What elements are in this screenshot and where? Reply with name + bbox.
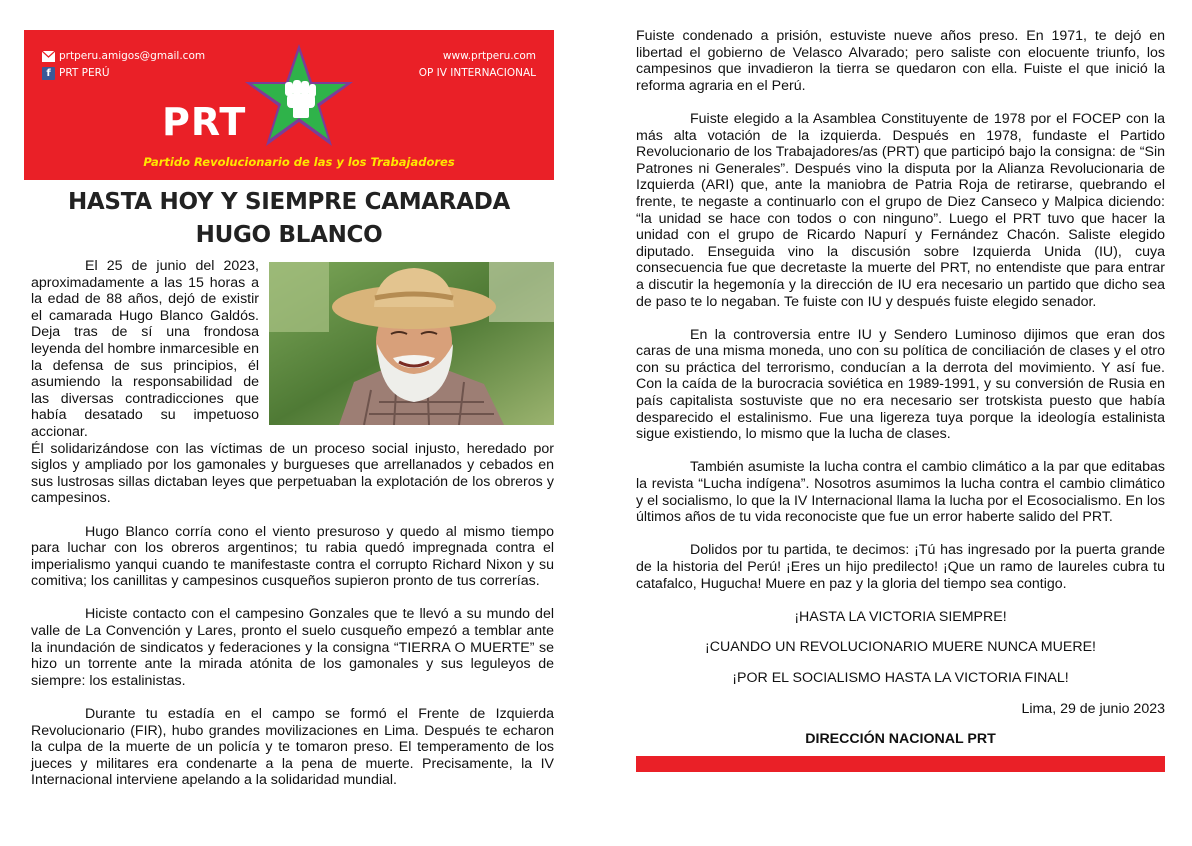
slogan-2: ¡CUANDO UN REVOLUCIONARIO MUERE NUNCA MUERE! [705,639,1096,656]
left-paragraph-5: Durante tu estadía en el campo se formó el Frente de Izquierda Revolucionario (FIR), hubo grandes movilizaciones en Lima. Después te echaron la culpa de la muerte de un policía y te tomaron preso. El temperamento de los jueces y militares era condenarte a la pena de muerte. Precisamente, la IV Internacional interviene apelando a la solidaridad mundial. [31,706,554,789]
slogan-3: ¡POR EL SOCIALISMO HASTA LA VICTORIA FINAL! [732,669,1069,686]
right-paragraph-5: Dolidos por tu partida, te decimos: ¡Tú has ingresado por la puerta grande de la historia del Perú! ¡Eres un hijo predilecto! ¡Que un ramo de laureles cubra tu catafalco, Hugucha! Muere en paz y la gloria del tiempo sea contigo. [636,542,1165,592]
left-paragraph-4: Hiciste contacto con el campesino Gonzales que te llevó a su mundo del valle de La Convención y Lares, pronto el suelo cusqueño empezó a temblar ante la inundación de sindicatos y federaciones y la consigna “TIERRA O MUERTE” se hizo un torrente ante la mirada atónita de los gamonales y sus leguleyos de siempre: los estalinistas. [31,606,554,689]
header-banner [24,30,554,180]
date-line: Lima, 29 de junio 2023 [1021,700,1165,717]
facebook-text: PRT PERÚ [59,67,110,79]
contact-block [42,48,205,82]
right-column [636,28,1165,772]
footer-red-bar [636,756,1165,772]
slogan-1: ¡HASTA LA VICTORIA SIEMPRE! [794,608,1007,625]
right-paragraph-1: Fuiste condenado a prisión, estuviste nueve años preso. En 1971, te dejó en libertad el gobierno de Velasco Alvarado; pero saliste con elocuente triunfo, los campesinos que invadieron la tierra se quedaron con ella. Fuiste el que inició la reforma agraria en el Perú. [636,28,1165,94]
facebook-icon: f [42,67,55,80]
website-text: www.prtperu.com [442,50,536,62]
title-line-2: HUGO BLANCO [195,222,383,248]
mail-icon [42,51,55,62]
email-text: prtperu.amigos@gmail.com [59,50,206,62]
international-text: OP IV INTERNACIONAL [418,67,536,79]
portrait-photo [269,262,554,425]
left-paragraph-2: Él solidarizándose con las víctimas de un proceso social injusto, heredado por siglos y ampliado por los gamonales y burgueses que arrellanados y cebados en sus lustrosas sillas dictaban leyes que perpetuaban la explotación de los obreros y campesinos. [31,440,554,507]
left-paragraph-3: Hugo Blanco corría cono el viento presuroso y quedo al mismo tiempo para luchar con los obreros argentinos; tu rabia quedó impregnada contra el imperialismo yanqui cuando te manifestaste contra el corrupto Richard Nixon y su comitiva; los canillitas y campesinos cusqueños supieron pronto de tus correrías. [31,523,554,590]
title-line-1: HASTA HOY Y SIEMPRE CAMARADA [67,189,510,215]
right-paragraph-4: También asumiste la lucha contra el cambio climático a la par que editabas la revista “Lucha indígena”. Nosotros asumimos la lucha contra el cambio climático y el socialismo, lo que la IV Internacional llama la lucha por el Ecosocialismo. En los últimos años de tu vida reconociste que fue un error haberte salido del PRT. [636,459,1165,526]
page-title [24,186,554,252]
right-paragraph-3: En la controversia entre IU y Sendero Luminoso dijimos que eran dos caras de una misma moneda, uno con su política de conciliación de clases y el otro con su práctica del terrorismo, conducían a la derrota del movimiento. Y así fue. Con la caída de la burocracia soviética en 1989-1991, y su conversión de Rusia en país capitalista sostuviste que no era necesario ser trotskista puesto que había desparecido el estalinismo. Fue una ligereza tuya porque la ideología estalinista sigue existiendo, lo mismo que la lucha de clases. [636,326,1165,443]
signature: DIRECCIÓN NACIONAL PRT [805,731,996,748]
logo-text: PRT [162,100,247,144]
left-column [31,258,554,789]
right-paragraph-2: Fuiste elegido a la Asamblea Constituyente de 1978 por el FOCEP con la más alta votación de la izquierda. Después en 1978, fundaste el Partido Revolucionario de los Trabajadores/as (PRT) que participó bajo la consigna: de “Sin Patrones ni Generales”. Después vino la disputa por la Alianza Revolucionaria de Izquierda (ARI) que, ante la maniobra de Patria Roja de retirarse, quebrando el frente, te negaste a continuarlo con el grupo de Diez Canseco y Malpica diciendo: “la unidad se hace con todos o con ninguno”. Luego el PRT tuvo que hacer la unidad con el grupo de Ricardo Napurí y Fernández Chacón. Saliste elegido diputado. Enseguida vino la discusión sobre Izquierda Unida (IU), cuya consecuencia fue que decretaste la muerte del PRT, no entendiste que para entrar a discutir la hegemonía y la dirección de IU era necesario un partido que dicho sea de paso te lo negaban. Te fuiste con IU y después fuiste elegido senador. [636,110,1165,310]
web-block [419,48,536,82]
left-paragraph-1: El 25 de junio del 2023, aproximadamente a las 15 horas a la edad de 88 años, dejó de existir el camarada Hugo Blanco Galdós. Deja tras de sí una frondosa leyenda del hombre inmarcesible en la defensa de sus principios, él asumiendo la responsabilidad de las diversas contradicciones que había desatado su impetuoso accionar. [31,258,259,440]
party-tagline: Partido Revolucionario de las y los Trabajadores [143,155,455,169]
facebook-line [42,65,205,82]
email-line [42,48,205,65]
star-fist-logo [243,42,355,154]
